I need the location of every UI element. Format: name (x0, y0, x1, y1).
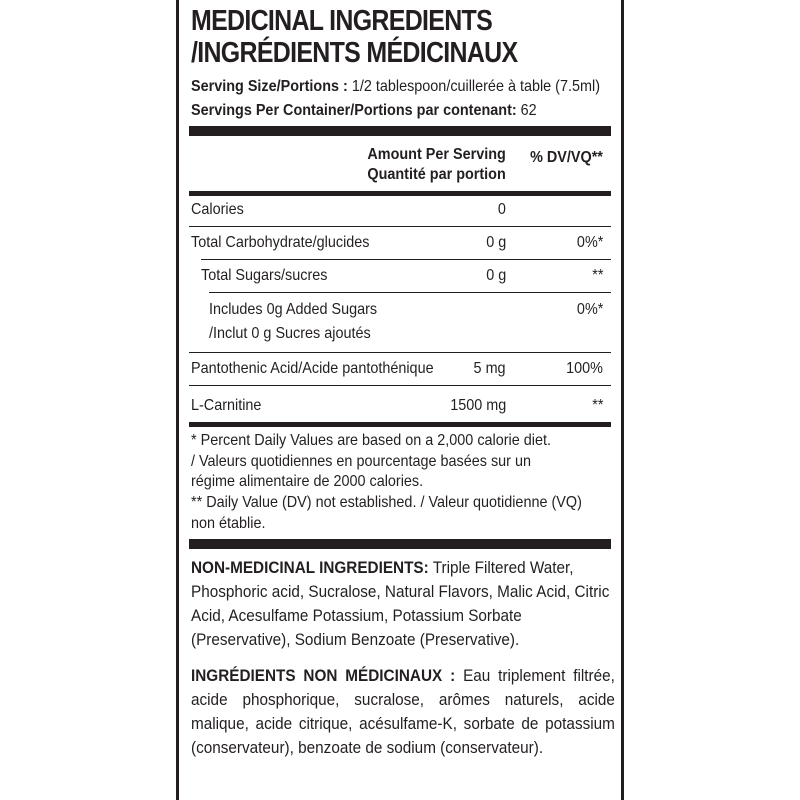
non-medicinal-text: Triple Filtered Water, Phosphoric acid, Sucralose, Natural Flavors, Malic Acid, Citric Acid, Acesulfame Potassium, Potassium Sorbate (Preservative), Sodium Benzoate (Preservative). (191, 558, 610, 649)
header-amount-per-serving: Amount Per Serving (367, 146, 506, 163)
row-divider (189, 226, 611, 227)
row-amount-calories: 0 (497, 201, 506, 218)
row-name-pantothenic-acid: Pantothenic Acid/Acide pantothénique (191, 360, 434, 377)
footnote-line: * Percent Daily Values are based on a 2,000 calorie diet. (191, 432, 551, 449)
serving-size-value: 1/2 tablespoon/cuillerée à table (7.5ml) (347, 78, 600, 95)
row-divider (189, 385, 611, 386)
non-medicinal-ingredients-french (191, 664, 615, 760)
row-dv-total-carbohydrate: 0%* (576, 234, 603, 251)
non-medicinal-label-french: INGRÉDIENTS NON MÉDICINAUX : (191, 666, 456, 685)
non-medicinal-label: NON-MEDICINAL INGREDIENTS: (191, 558, 429, 577)
row-dv-total-sugars: ** (591, 267, 603, 284)
servings-per-container-value: 62 (516, 102, 537, 119)
row-name-total-sugars: Total Sugars/sucres (201, 267, 328, 284)
serving-size-label: Serving Size/Portions : (191, 78, 348, 95)
medium-divider (189, 422, 611, 427)
nutrition-facts-panel (176, 0, 624, 800)
row-dv-l-carnitine: ** (591, 397, 603, 414)
thick-divider (189, 539, 611, 549)
row-name-l-carnitine: L-Carnitine (191, 397, 262, 414)
row-amount-total-carbohydrate: 0 g (485, 234, 506, 251)
footnote-line: régime alimentaire de 2000 calories. (191, 473, 424, 490)
row-name-added-sugars: Includes 0g Added Sugars (209, 301, 378, 318)
non-medicinal-ingredients (191, 556, 615, 652)
row-amount-l-carnitine: 1500 mg (449, 397, 506, 414)
servings-per-container (191, 101, 537, 121)
thick-divider (189, 126, 611, 136)
row-name-added-sugars-french: /Inclut 0 g Sucres ajoutés (209, 325, 371, 342)
panel-title-french: /INGRÉDIENTS MÉDICINAUX (191, 37, 518, 69)
row-name-total-carbohydrate: Total Carbohydrate/glucides (191, 234, 370, 251)
row-amount-pantothenic-acid: 5 mg (473, 360, 506, 377)
header-quantity-per-portion: Quantité par portion (367, 166, 506, 183)
footnote-line: non établie. (191, 515, 266, 532)
non-medicinal-text-french: Eau triplement filtrée, acide phosphorique, sucralose, arômes naturels, acide malique, acide citrique, acésulfame-K, sorbate de potassium (conservateur), benzoate de sodium (conservateur). (191, 666, 615, 757)
header-daily-value: % DV/VQ** (530, 149, 603, 166)
footnote-line: ** Daily Value (DV) not established. / Valeur quotidienne (VQ) (191, 494, 582, 511)
serving-size (191, 77, 600, 97)
row-dv-added-sugars: 0%* (576, 301, 603, 318)
servings-per-container-label: Servings Per Container/Portions par contenant: (191, 102, 517, 119)
medium-divider (189, 191, 611, 196)
footnote-line: / Valeurs quotidiennes en pourcentage basées sur un (191, 453, 531, 470)
row-divider (209, 292, 611, 293)
row-amount-total-sugars: 0 g (485, 267, 506, 284)
row-name-calories: Calories (191, 201, 244, 218)
row-divider (201, 259, 611, 260)
panel-content (189, 0, 615, 800)
row-dv-pantothenic-acid: 100% (566, 360, 603, 377)
panel-title: MEDICINAL INGREDIENTS (191, 5, 493, 37)
row-divider (189, 352, 611, 353)
